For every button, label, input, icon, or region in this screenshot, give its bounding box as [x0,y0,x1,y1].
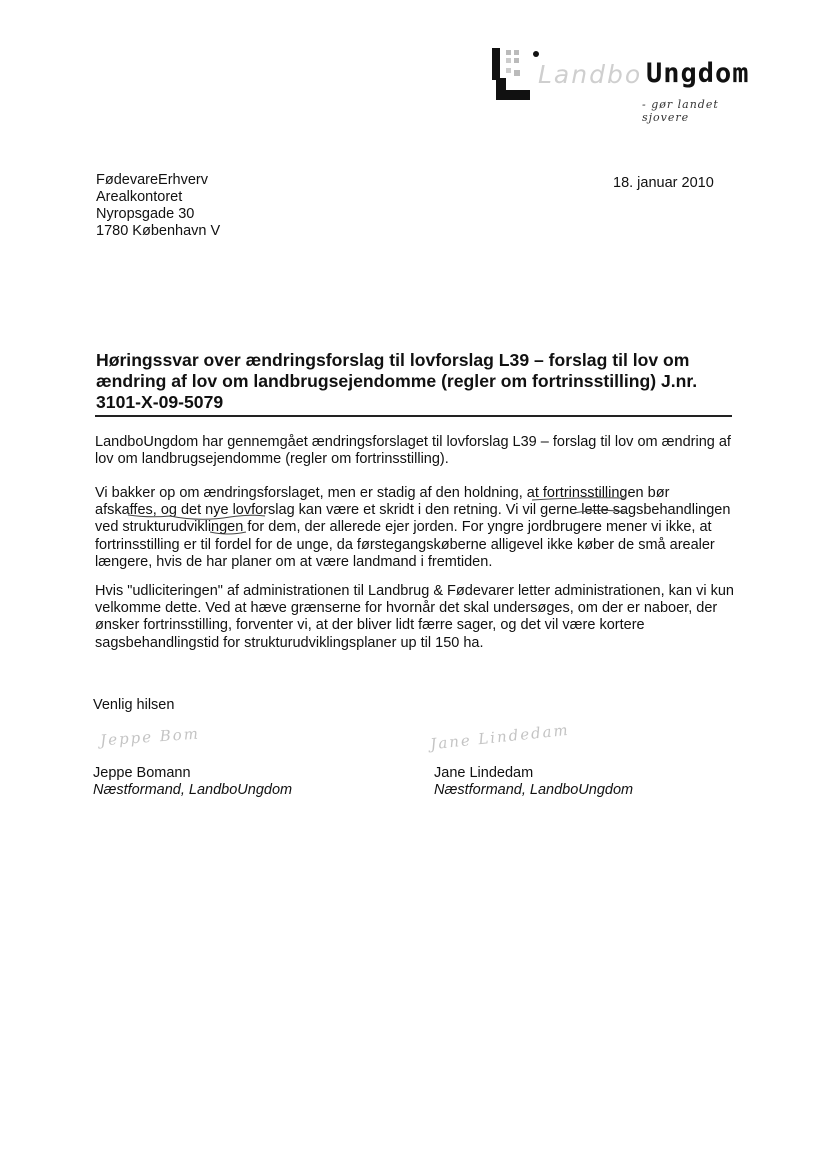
recipient-address [96,172,220,240]
body-paragraph: LandboUngdom har gennemgået ændringsforslaget til lovforslag L39 – forslag til lov om ændring af lov om landbrugsejendomme (regler om fortrinsstilling). [95,434,731,468]
letter-date: 18. januar 2010 [613,175,714,191]
signer-role: Næstformand, LandboUngdom [434,782,634,798]
body-paragraph: Vi bakker op om ændringsforslaget, men er stadig af den holdning, at fortrinsstillingen bør afskaffes, og det nye lovforslag kan være et skridt i den retning. Vi vil gerne lette sagsbehandlingen ved strukturudviklingen for dem, der allerede ejer jorden. For yngre jordbrugere mener vi ikke, at fortrinsstilling er til fordel for de unge, da førstegangskøberne alligevel ikke køber de små arealer længere, hvis de har planer om at være landmand i fremtiden. [95,485,731,570]
logo-brand-bold: Ungdom [646,58,750,89]
logo-brand-light: Landbo [538,60,643,89]
address-line: 1780 København V [96,223,221,239]
handwritten-signature: Jane Lindedam [429,720,571,754]
address-line: Arealkontoret [96,189,183,205]
subject-heading: Høringssvar over ændringsforslag til lovforslag L39 – forslag til lov om ændring af lov om landbrugsejendomme (regler om fortrinsstilling) J.nr. 3101-X-09-5079 [96,350,698,412]
subject-divider [95,415,732,417]
landboungdom-logo [490,44,760,124]
logo-tagline: - gør landet sjovere [642,98,719,124]
handwritten-signature: Jeppe Bom [99,724,201,750]
body-paragraph: Hvis "udliciteringen" af administrationen til Landbrug & Fødevarer letter administrationen, kan vi kun velkomme dette. Ved at hæve grænserne for hvornår det skal undersøges, om der er naboer, der ønsker fortrinsstilling, forventer vi, at der bliver lidt færre sager, og det vil være kortere sagsbehandlingstid for strukturudviklingsplaner up til 150 ha. [95,583,734,651]
signer-name: Jane Lindedam [434,765,534,781]
signer-block [434,765,633,799]
address-line: Nyropsgade 30 [96,206,195,222]
signer-name: Jeppe Bomann [93,765,191,781]
closing-greeting: Venlig hilsen [93,697,175,713]
address-line: FødevareErhverv [96,172,209,188]
signer-block [93,765,292,799]
signer-role: Næstformand, LandboUngdom [93,782,293,798]
